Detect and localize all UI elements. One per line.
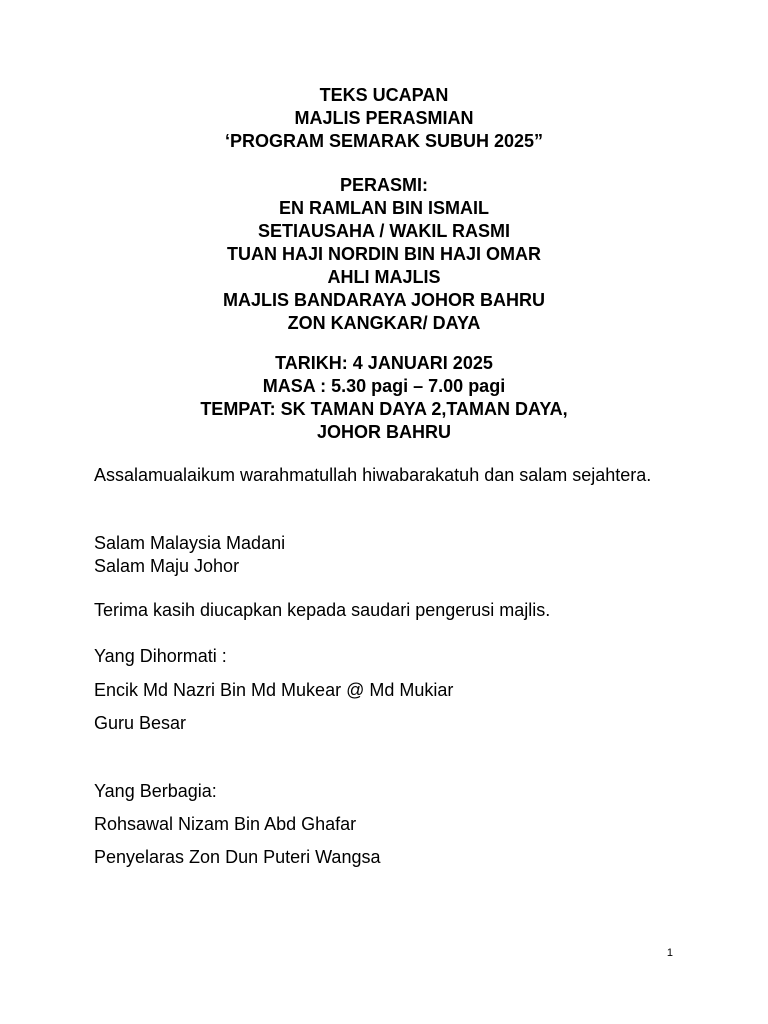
respected-title: Guru Besar bbox=[94, 713, 187, 733]
officiator-line: SETIAUSAHA / WAKIL RASMI bbox=[257, 221, 510, 241]
officiator-line: PERASMI: bbox=[339, 175, 428, 195]
title-line: MAJLIS PERASMIAN bbox=[294, 108, 474, 128]
salam-line: Salam Malaysia Madani bbox=[94, 533, 286, 553]
respected-label: Yang Dihormati : bbox=[94, 646, 227, 666]
event-venue-city: JOHOR BAHRU bbox=[316, 422, 451, 442]
officiator-line: MAJLIS BANDARAYA JOHOR BAHRU bbox=[222, 290, 546, 310]
honoured-title: Penyelaras Zon Dun Puteri Wangsa bbox=[94, 847, 381, 867]
event-date: TARIKH: 4 JANUARI 2025 bbox=[275, 353, 493, 373]
officiator-line: ZON KANGKAR/ DAYA bbox=[287, 313, 481, 333]
honoured-label: Yang Berbagia: bbox=[94, 781, 217, 801]
event-time: MASA : 5.30 pagi – 7.00 pagi bbox=[262, 376, 506, 396]
honoured-name: Rohsawal Nizam Bin Abd Ghafar bbox=[94, 814, 357, 834]
officiator-block bbox=[94, 174, 674, 335]
title-line: TEKS UCAPAN bbox=[319, 85, 449, 105]
salam-line: Salam Maju Johor bbox=[94, 556, 240, 576]
thanks-paragraph: Terima kasih diucapkan kepada saudari pengerusi majlis. bbox=[94, 600, 551, 620]
event-details-block bbox=[94, 352, 674, 444]
event-venue: TEMPAT: SK TAMAN DAYA 2,TAMAN DAYA, bbox=[200, 399, 568, 419]
officiator-line: EN RAMLAN BIN ISMAIL bbox=[279, 198, 489, 218]
officiator-line: TUAN HAJI NORDIN BIN HAJI OMAR bbox=[226, 244, 541, 264]
greeting-paragraph: Assalamualaikum warahmatullah hiwabarakatuh dan salam sejahtera. bbox=[94, 465, 652, 485]
officiator-line: AHLI MAJLIS bbox=[327, 267, 441, 287]
respected-name: Encik Md Nazri Bin Md Mukear @ Md Mukiar bbox=[94, 680, 454, 700]
title-line: ‘PROGRAM SEMARAK SUBUH 2025” bbox=[224, 131, 544, 151]
page-number: 1 bbox=[666, 947, 673, 959]
title-block bbox=[94, 84, 674, 153]
